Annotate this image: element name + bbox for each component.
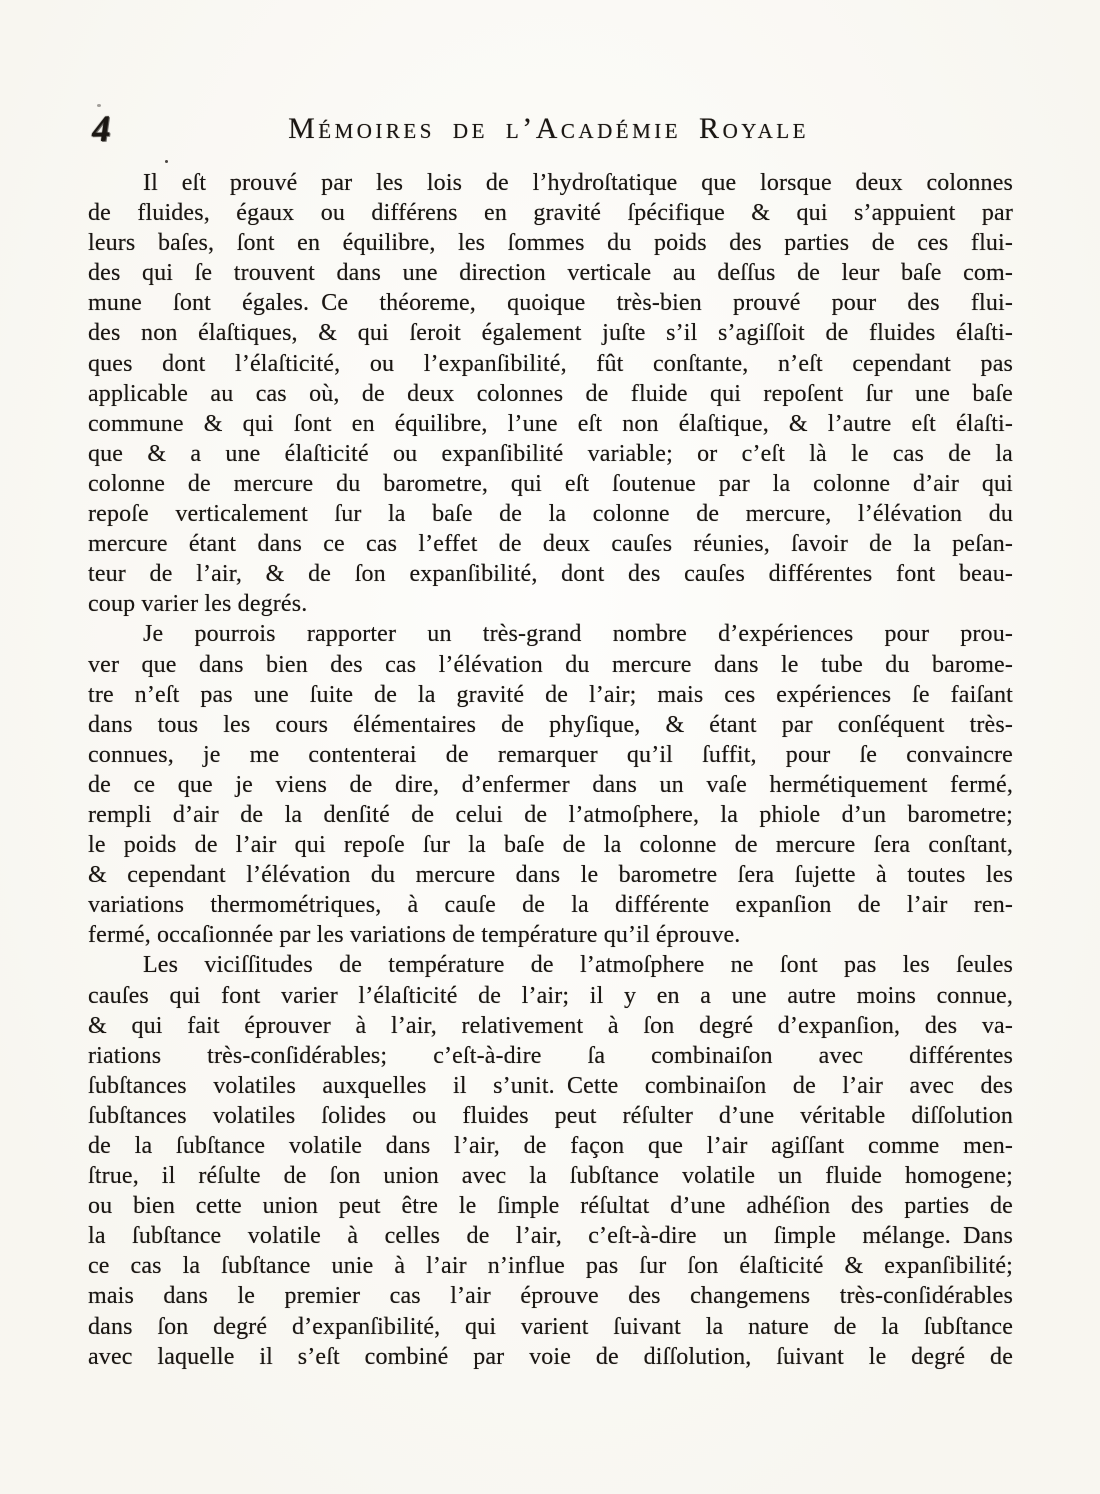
text-line: ou bien cette union peut être le ſimple réſultat d’une adhéſion des parties de xyxy=(88,1193,1013,1220)
text-line: mune ſont égales. Ce théoreme, quoique très-bien prouvé pour des flui- xyxy=(88,290,1013,317)
text-line: leurs baſes, ſont en équilibre, les ſommes du poids des parties de ces flui- xyxy=(88,230,1013,257)
ink-speck xyxy=(165,160,168,163)
text-line: mercure étant dans ce cas l’effet de deux cauſes réunies, ſavoir de la peſan- xyxy=(88,531,1013,558)
text-line: ſtrue, il réſulte de ſon union avec la ſubſtance volatile un fluide homogene; xyxy=(88,1163,1013,1190)
text-column xyxy=(88,168,1013,1372)
page-number: 4 xyxy=(91,108,111,151)
text-line: des non élaſtiques, & qui ſeroit également juſte s’il s’agiſſoit de fluides élaſti- xyxy=(88,320,1013,347)
text-line: la ſubſtance volatile à celles de l’air, c’eſt-à-dire un ſimple mélange. Dans xyxy=(88,1223,1013,1250)
text-line: de ce que je viens de dire, d’enfermer dans un vaſe hermétiquement fermé, xyxy=(88,771,1013,798)
text-line: mais dans le premier cas l’air éprouve des changemens très-conſidérables xyxy=(88,1283,1013,1310)
text-line: & qui fait éprouver à l’air, relativement à ſon degré d’expanſion, des va- xyxy=(88,1012,1013,1039)
ink-speck xyxy=(97,104,101,107)
text-line: commune & qui ſont en équilibre, l’une eſt non élaſtique, & l’autre eſt élaſti- xyxy=(88,410,1013,437)
text-line: des qui ſe trouvent dans une direction verticale au deſſus de leur baſe com- xyxy=(88,260,1013,287)
text-line: colonne de mercure du barometre, qui eſt ſoutenue par la colonne d’air qui xyxy=(88,470,1013,497)
running-title: Mémoires de l’Académie Royale xyxy=(288,112,809,145)
text-line: teur de l’air, & de ſon expanſibilité, dont des cauſes différentes font beau- xyxy=(88,561,1013,588)
text-line: dans ſon degré d’expanſibilité, qui varient ſuivant la nature de la ſubſtance xyxy=(88,1313,1013,1340)
text-line: de la ſubſtance volatile dans l’air, de façon que l’air agiſſant comme men- xyxy=(88,1133,1013,1159)
text-line: le poids de l’air qui repoſe ſur la baſe de la colonne de mercure ſera conſtant, xyxy=(88,832,1013,859)
text-line: connues, je me contenterai de remarquer qu’il ſuffit, pour ſe convaincre xyxy=(88,741,1013,768)
text-line: dans tous les cours élémentaires de phyſique, & étant par conſéquent très- xyxy=(88,711,1013,738)
text-line: Les viciſſitudes de température de l’atmoſphere ne ſont pas les ſeules xyxy=(143,952,1013,979)
text-line: tre n’eſt pas une ſuite de la gravité de l’air; mais ces expériences ſe faiſant xyxy=(88,681,1013,708)
text-line: rempli d’air de la denſité de celui de l’atmoſphere, la phiole d’un barometre; xyxy=(88,801,1013,828)
text-line: Il eſt prouvé par les lois de l’hydroſtatique que lorsque deux colonnes xyxy=(143,170,1013,196)
text-line: & cependant l’élévation du mercure dans le barometre ſera ſujette à toutes les xyxy=(88,862,1013,889)
text-line: avec laquelle il s’eſt combiné par voie de diſſolution, ſuivant le degré de xyxy=(88,1343,1013,1370)
text-line: repoſe verticalement ſur la baſe de la colonne de mercure, l’élévation du xyxy=(88,501,1013,528)
text-line: coup varier les degrés. xyxy=(88,591,308,618)
text-line: fermé, occaſionnée par les variations de température qu’il éprouve. xyxy=(88,922,741,949)
text-line: ques dont l’élaſticité, ou l’expanſibilité, fût conſtante, n’eſt cependant pas xyxy=(88,350,1013,377)
text-line: Je pourrois rapporter un très-grand nombre d’expériences pour prou- xyxy=(143,621,1013,648)
text-line: ſubſtances volatiles ſolides ou fluides peut réſulter d’une véritable diſſolution xyxy=(88,1102,1013,1129)
text-line: riations très-conſidérables; c’eſt-à-dire ſa combinaiſon avec différentes xyxy=(88,1042,1013,1069)
text-line: ce cas la ſubſtance unie à l’air n’influe pas ſur ſon élaſticité & expanſibilité; xyxy=(88,1253,1013,1280)
text-line: que & a une élaſticité ou expanſibilité variable; or c’eſt là le cas de la xyxy=(88,440,1013,467)
page-header xyxy=(85,106,1012,154)
text-line: cauſes qui font varier l’élaſticité de l’air; il y en a une autre moins connue, xyxy=(88,982,1013,1009)
text-line: ſubſtances volatiles auxquelles il s’unit. Cette combinaiſon de l’air avec des xyxy=(88,1072,1013,1099)
text-line: variations thermométriques, à cauſe de la différente expanſion de l’air ren- xyxy=(88,892,1013,919)
text-line: de fluides, égaux ou différens en gravité ſpécifique & qui s’appuient par xyxy=(88,200,1013,227)
text-line: applicable au cas où, de deux colonnes de fluide qui repoſent ſur une baſe xyxy=(88,380,1013,407)
text-line: ver que dans bien des cas l’élévation du mercure dans le tube du barome- xyxy=(88,651,1013,678)
